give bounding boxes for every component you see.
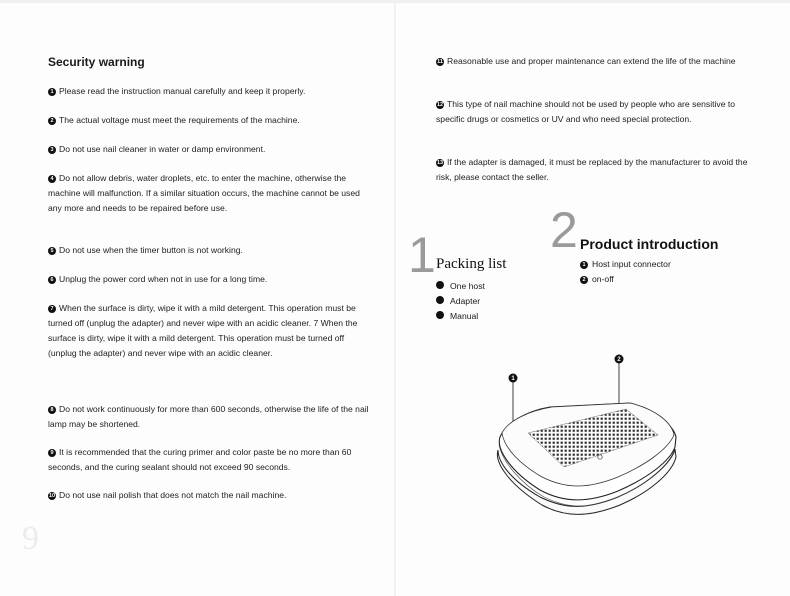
warning-item: 11 Reasonable use and proper maintenance can extend the life of the machine bbox=[437, 56, 736, 66]
product-intro-list bbox=[580, 257, 671, 287]
page-fold bbox=[394, 0, 396, 596]
warning-item: 3 Do not use nail cleaner in water or damp environment. bbox=[48, 142, 378, 157]
warning-item: 9 It is recommended that the curing primer and color paste be no more than 60 seconds, and the curing sealant should not exceed 90 seconds. bbox=[48, 447, 352, 472]
list-item: Manual bbox=[436, 309, 485, 324]
packing-list bbox=[436, 279, 485, 324]
warning-item: 2 The actual voltage must meet the requirements of the machine. bbox=[48, 113, 378, 128]
warning-item: 8 Do not work continuously for more than 600 seconds, otherwise the life of the nail lamp may be shortened. bbox=[48, 404, 369, 429]
bleed-through-mark: 9 bbox=[22, 520, 39, 557]
warning-item: 12 This type of nail machine should not be used by people who are sensitive to specific drugs or cosmetics or UV and who need special protection. bbox=[436, 99, 736, 124]
bullet-icon bbox=[436, 311, 444, 319]
product-intro-number: 2 bbox=[550, 202, 578, 258]
list-item: 1 Host input connector bbox=[580, 257, 671, 272]
product-intro-title: Product introduction bbox=[580, 236, 719, 252]
list-item: One host bbox=[436, 279, 485, 294]
warning-item: 7 When the surface is dirty, wipe it with a mild detergent. This operation must be turned off (unplug the adapter) and never wipe with an acidic cleaner. 7 When the surface is dirty, wipe it with a mild detergent. This operation must be turned off (unplug the adapter) and never wipe with an acidic cleaner. bbox=[48, 303, 358, 358]
bullet-icon bbox=[436, 281, 444, 289]
warning-item: 10 Do not use nail polish that does not match the nail machine. bbox=[48, 490, 287, 500]
bullet-icon bbox=[436, 296, 444, 304]
list-item: 2 on-off bbox=[580, 272, 671, 287]
warning-item: 13 If the adapter is damaged, it must be replaced by the manufacturer to avoid the risk, please contact the seller. bbox=[436, 157, 748, 182]
list-item: Adapter bbox=[436, 294, 485, 309]
nail-lamp-illustration bbox=[480, 345, 700, 525]
svg-text:1: 1 bbox=[511, 376, 515, 383]
warning-item: 6 Unplug the power cord when not in use for a long time. bbox=[48, 272, 378, 287]
packing-list-number: 1 bbox=[408, 227, 436, 283]
packing-list-title: Packing list bbox=[436, 256, 507, 272]
warning-item: 1 Please read the instruction manual carefully and keep it properly. bbox=[48, 84, 378, 99]
power-button-icon bbox=[598, 455, 602, 459]
security-warning-title: Security warning bbox=[48, 55, 145, 69]
warning-item: 5 Do not use when the timer button is not working. bbox=[48, 243, 378, 258]
svg-text:2: 2 bbox=[617, 357, 621, 364]
warning-item: 4 Do not allow debris, water droplets, etc. to enter the machine, otherwise the machine will malfunction. If a similar situation occurs, the machine cannot be used any more and needs to be repaired before use. bbox=[48, 173, 360, 213]
